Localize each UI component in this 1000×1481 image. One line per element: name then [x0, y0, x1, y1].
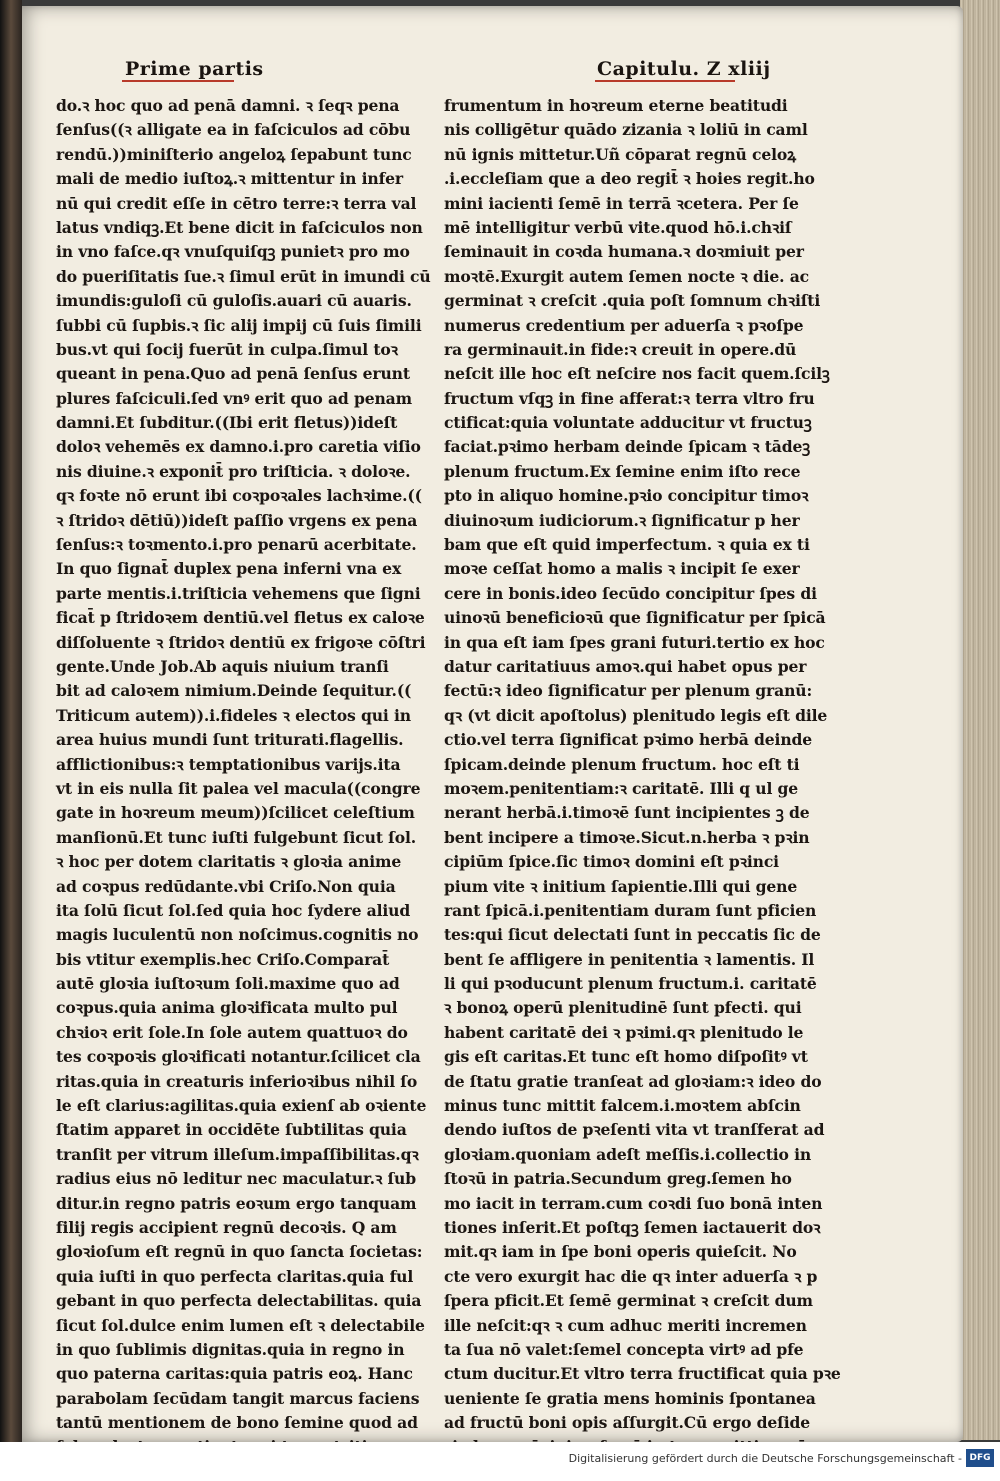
- text-line: plures faſciculi.ſed vnꝰ erit quo ad penam: [56, 388, 412, 408]
- text-line: In quo ſignat̄ duplex pena inferni vna ex: [56, 559, 402, 579]
- text-line: in qua eſt iam ſpes grani futuri.tertio ex hoc: [444, 632, 825, 652]
- text-line: bus.vt qui ſocij fuerūt in culpa.ſimul toꝛ: [56, 339, 398, 359]
- text-line: tes:qui ſicut delectati ſunt in peccatis ſic de: [444, 925, 821, 945]
- text-line: ta ſua nō valet:ſemel concepta virtꝰ ad pfe: [444, 1339, 804, 1359]
- text-line: pium vite ꝛ initium ſapientie.Illi qui gene: [444, 876, 798, 896]
- text-line: diſſoluente ꝛ ſtridoꝛ dentiū ex frigoꝛe cōſtri: [56, 632, 426, 652]
- text-line: Triticum autem)).i.fideles ꝛ electos qui in: [56, 705, 411, 725]
- text-line: ra germinauit.in fide:ꝛ creuit in opere.dū: [444, 339, 797, 359]
- text-line: habent caritatē dei ꝛ pꝛimi.qꝛ plenitudo le: [444, 1022, 804, 1042]
- text-line: ſubbi cū ſupbis.ꝛ ſic alij impij cū ſuis ſimili: [56, 315, 422, 335]
- text-line: ſenſus((ꝛ alligate ea in faſciculos ad cōbu: [56, 120, 411, 140]
- text-line: mo iacit in terram.cum coꝛdi ſuo bonā inten: [444, 1193, 823, 1213]
- text-line: moꝛtē.Exurgit autem ſemen nocte ꝛ die. ac: [444, 266, 810, 286]
- text-line: mali de medio iuſtoꝝ.ꝛ mittentur in infer: [56, 169, 403, 189]
- text-line: fructum vſqꝫ in fine afferat:ꝛ terra vltro fru: [444, 388, 815, 408]
- text-line: bent ſe affligere in penitentia ꝛ lamentis. Il: [444, 949, 815, 969]
- text-line: ctio.vel terra ſignificat pꝛimo herbā deinde: [444, 730, 813, 750]
- text-line: moꝛem.penitentiam:ꝛ caritatē. Illi q ul ge: [444, 778, 799, 798]
- text-line: ſenſus:ꝛ toꝛmento.i.pro penarū acerbitate.: [56, 535, 417, 555]
- text-line: fectū:ꝛ ideo ſignificatur per plenum granū:: [444, 681, 813, 701]
- text-line: mit.qꝛ iam in ſpe boni operis quieſcit. No: [444, 1242, 797, 1262]
- text-line: doloꝛ vehemēs ex damno.i.pro caretia viſio: [56, 437, 421, 457]
- text-line: nis colligētur quādo zizania ꝛ loliū in caml: [444, 120, 808, 140]
- text-line: minus tunc mittit falcem.i.moꝛtem abſcin: [444, 1096, 801, 1116]
- page-edges: [960, 0, 1000, 1440]
- text-line: ritas.quia in creaturis inferioꝛibus nihil ſo: [56, 1071, 418, 1091]
- text-line: ꝛ hoc per dotem claritatis ꝛ gloꝛia anime: [56, 852, 402, 872]
- text-line: de ſtatu gratie tranſeat ad gloꝛiam:ꝛ ideo do: [444, 1071, 822, 1091]
- text-line: tranſit per vitrum illeſum.impaſſibilitas.qꝛ: [56, 1144, 419, 1164]
- text-line: parte mentis.i.triſticia vehemens que ſigni: [56, 583, 421, 603]
- text-line: mē intelligitur verbū vite.quod hō.i.chꝛiſ: [444, 217, 792, 237]
- text-line: gate in hoꝛreum meum))ſcilicet celeſtium: [56, 803, 415, 823]
- text-line: in quo ſublimis dignitas.quia in regno in: [56, 1339, 405, 1359]
- text-line: bam que eſt quid imperfectum. ꝛ quia ex ti: [444, 535, 810, 555]
- text-line: do.ꝛ hoc quo ad penā damni. ꝛ ſeqꝛ pena: [56, 96, 400, 115]
- text-line: bent incipere a timoꝛe.Sicut.n.herba ꝛ pꝛin: [444, 827, 810, 847]
- text-line: bis vtitur exemplis.hec Criſo.Comparat̄: [56, 949, 390, 969]
- text-line: autē gloꝛia iuſtoꝛum ſoli.maxime quo ad: [56, 974, 400, 994]
- text-line: gloꝛiam.quoniam adeſt meſſis.i.collectio in: [444, 1144, 812, 1164]
- footer-credit: Digitalisierung gefördert durch die Deutsche Forschungsgemeinschaft -: [568, 1452, 962, 1465]
- text-line: plenum fructum.Ex ſemine enim iſto rece: [444, 461, 801, 481]
- text-line: datur caritatiuus amoꝛ.qui habet opus per: [444, 656, 807, 676]
- rubric-underline-head-right: [595, 80, 735, 82]
- text-line: ſtatim apparet in occidēte ſubtilitas quia: [56, 1120, 407, 1140]
- text-line: radius eius nō leditur nec maculatur.ꝛ ſub: [56, 1169, 416, 1189]
- text-line: manſionū.Et tunc iuſti fulgebunt ſicut ſol.: [56, 827, 417, 847]
- text-line: dendo iuſtos de pꝛeſenti vita vt tranſferat ad: [444, 1120, 825, 1140]
- text-line: in vno faſce.qꝛ vnuſquiſqꝫ punietꝛ pro mo: [56, 242, 410, 262]
- text-line: germinat ꝛ creſcit .quia poſt ſomnum chꝛiſti: [444, 291, 821, 311]
- text-line: ad coꝛpus redūdante.vbi Criſo.Non quia: [56, 876, 396, 896]
- text-line: frumentum in hoꝛreum eterne beatitudi: [444, 96, 788, 115]
- text-line: queant in pena.Quo ad penā ſenſus erunt: [56, 364, 410, 384]
- text-line: nis diuine.ꝛ exponit̄ pro triſticia. ꝛ doloꝛe.: [56, 461, 411, 481]
- text-line: ctum ducitur.Et vltro terra fructificat quia pꝛe: [444, 1364, 841, 1384]
- text-column-right: [444, 94, 841, 1460]
- running-head-right: Capitulu. Z xliij: [597, 58, 771, 80]
- text-line: cipiūm ſpice.ſic timoꝛ domini eſt pꝛinci: [444, 852, 779, 872]
- text-line: nū ignis mittetur.Uñ cōparat regnū celoꝝ: [444, 144, 797, 164]
- text-line: ad fructū boni opis aſſurgit.Cū ergo deſide: [444, 1413, 811, 1433]
- text-line: do pueriſitatis ſue.ꝛ ſimul erūt in imundi cū: [56, 266, 431, 286]
- text-column-left: [56, 94, 431, 1460]
- text-line: vt in eis nulla ſit palea vel macula((congre: [56, 778, 421, 798]
- text-line: ille neſcit:qꝛ ꝛ cum adhuc meriti incremen: [444, 1315, 807, 1335]
- text-line: numerus credentium per aduerſa ꝛ pꝛoſpe: [444, 315, 804, 335]
- text-line: ctificat:quia voluntate adducitur vt fructuꝫ: [444, 413, 812, 433]
- text-line: ꝛ ſtridoꝛ dētiū))ideſt paſſio vrgens ex pena: [56, 510, 418, 530]
- text-line: magis luculentū non noſcimus.cognitis no: [56, 925, 419, 945]
- text-line: tiones inſerit.Et poſtqꝫ ſemen iactauerit doꝛ: [444, 1217, 821, 1237]
- text-line: damni.Et ſubditur.((Ibi erit fletus))ideſt: [56, 413, 398, 433]
- text-line: rendū.))miniſterio angeloꝝ ſepabunt tunc: [56, 144, 412, 164]
- text-line: uinoꝛū beneficioꝛū que ſignificatur per ſpicā: [444, 608, 826, 628]
- text-line: parabolam ſecūdam tangit marcus faciens: [56, 1388, 420, 1408]
- text-line: cere in bonis.ideo ſecūdo concipitur ſpes di: [444, 583, 817, 603]
- text-line: ꝛ bonoꝝ operū plenitudinē ſunt pfecti. qui: [444, 998, 802, 1018]
- text-line: ſpicam.deinde plenum fructum. hoc eſt ti: [444, 754, 800, 774]
- text-line: gloꝛioſum eſt regnū in quo ſancta ſocietas:: [56, 1242, 423, 1262]
- text-line: latus vndiqꝫ.Et bene dicit in faſciculos non: [56, 217, 423, 237]
- text-line: neſcit ille hoc eſt neſcire nos facit quem.ſcilꝫ: [444, 364, 830, 384]
- text-line: gebant in quo perfecta delectabilitas. quia: [56, 1291, 422, 1311]
- running-head-left: Prime partis: [125, 58, 264, 80]
- text-line: .i.eccleſiam que a deo regit̄ ꝛ hoies regit.ho: [444, 169, 815, 189]
- text-line: mini iacienti ſemē in terrā ꝛcetera. Per ſe: [444, 193, 799, 213]
- text-line: chꝛioꝛ erit ſole.In ſole autem quattuoꝛ do: [56, 1022, 408, 1042]
- text-line: area huius mundi ſunt triturati.flagellis.: [56, 730, 404, 750]
- text-line: moꝛe ceſſat homo a malis ꝛ incipit ſe exer: [444, 559, 800, 579]
- text-line: nū qui credit eſſe in cētro terre:ꝛ terra val: [56, 193, 417, 213]
- text-line: bit ad caloꝛem nimium.Deinde ſequitur.((: [56, 681, 412, 701]
- text-line: afflictionibus:ꝛ temptationibus varijs.ita: [56, 754, 401, 774]
- text-line: filij regis accipient regnū decoꝛis. Q am: [56, 1217, 397, 1237]
- text-line: pto in aliquo homine.pꝛio concipitur timoꝛ: [444, 486, 809, 506]
- text-line: ficat̄ p ſtridoꝛem dentiū.vel fletus ex caloꝛe: [56, 608, 425, 628]
- dfg-logo: DFG: [966, 1449, 994, 1467]
- text-line: li qui pꝛoducunt plenum fructum.i. caritatē: [444, 974, 817, 994]
- text-line: quo paterna caritas:quia patris eoꝝ. Hanc: [56, 1364, 413, 1384]
- text-line: rant ſpicā.i.penitentiam duram ſunt pficien: [444, 900, 817, 920]
- text-line: qꝛ (vt dicit apoſtolus) plenitudo legis eſt dile: [444, 705, 828, 725]
- text-line: faciat.pꝛimo herbam deinde ſpicam ꝛ tādeꝫ: [444, 437, 811, 457]
- text-line: cte vero exurgit hac die qꝛ inter aduerſa ꝛ p: [444, 1266, 818, 1286]
- text-line: ſtoꝛū in patria.Secundum greg.ſemen ho: [444, 1169, 792, 1189]
- text-line: imundis:guloſi cū guloſis.auari cū auaris.: [56, 291, 412, 311]
- rubric-underline-head-left: [122, 80, 234, 82]
- text-line: le eſt clarius:agilitas.quia exienſ ab oꝛiente: [56, 1096, 427, 1116]
- text-line: tes coꝛpoꝛis gloꝛificati notantur.ſcilicet cla: [56, 1047, 421, 1067]
- book-spine: [0, 0, 22, 1481]
- text-line: gis eſt caritas.Et tunc eſt homo diſpoſitꝰ vt: [444, 1047, 808, 1067]
- text-line: ueniente ſe gratia mens hominis ſpontanea: [444, 1388, 816, 1408]
- text-line: ſeminauit in coꝛda humana.ꝛ doꝛmiuit per: [444, 242, 804, 262]
- text-line: ditur.in regno patris eoꝛum ergo tanquam: [56, 1193, 417, 1213]
- text-line: tantū mentionem de bono ſemine quod ad: [56, 1413, 418, 1433]
- text-line: diuinoꝛum iudiciorum.ꝛ ſignificatur p her: [444, 510, 800, 530]
- text-line: nerant herbā.i.timoꝛē ſunt incipientes ꝫ de: [444, 803, 810, 823]
- text-line: gente.Unde Job.Ab aquis niuium tranſi: [56, 656, 389, 676]
- text-line: coꝛpus.quia anima gloꝛificata multo pul: [56, 998, 398, 1018]
- text-line: ita ſolū ſicut ſol.ſed quia hoc ſydere aliud: [56, 900, 411, 920]
- text-line: quia iuſti in quo perfecta claritas.quia ful: [56, 1266, 414, 1286]
- text-line: ſicut ſol.dulce enim lumen eſt ꝛ delectabile: [56, 1315, 425, 1335]
- text-line: qꝛ foꝛte nō erunt ibi coꝛpoꝛales lachꝛime.((: [56, 486, 422, 506]
- text-line: ſpera pficit.Et ſemē germinat ꝛ creſcit dum: [444, 1291, 813, 1311]
